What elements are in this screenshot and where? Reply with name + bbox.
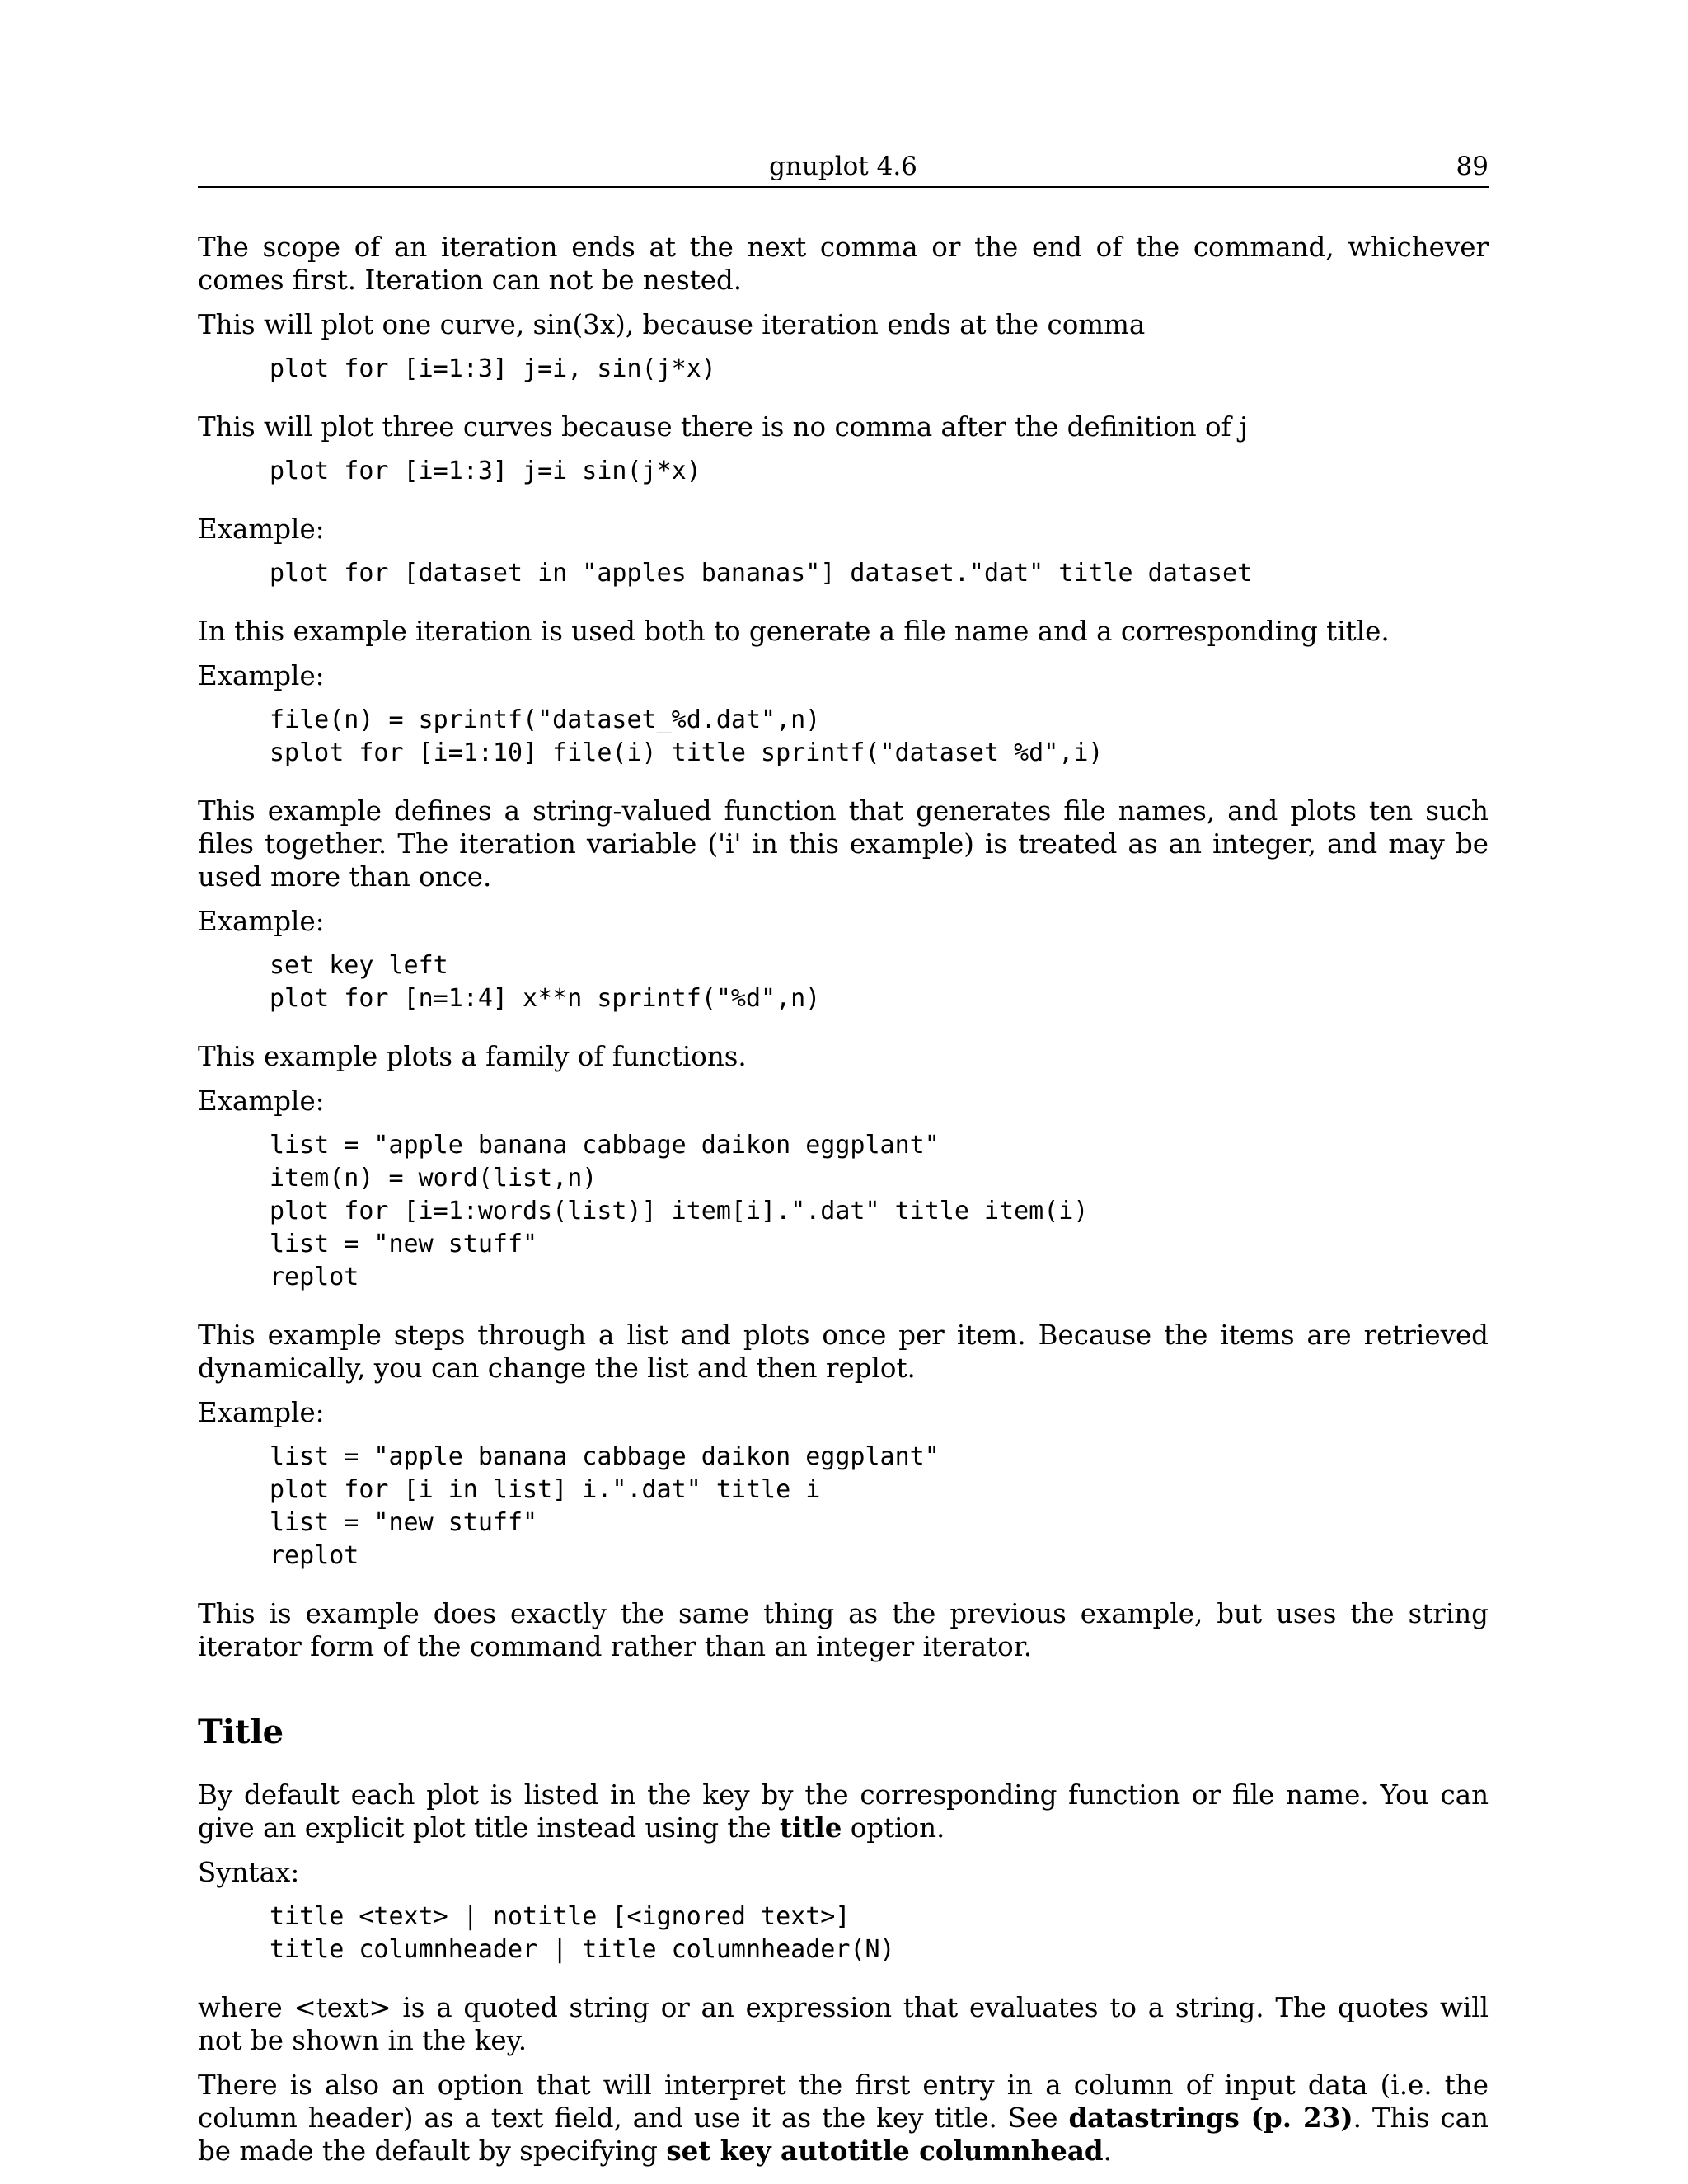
code-line: set key left <box>270 951 448 980</box>
code-line: list = "new stuff" <box>270 1508 538 1537</box>
bold-term: title <box>779 1811 842 1844</box>
code-line: replot <box>270 1541 359 1570</box>
code-line: splot for [i=1:10] file(i) title sprintf("dataset %d",i) <box>270 738 1104 767</box>
paragraph <box>198 2069 1489 2168</box>
code-block <box>270 1129 1489 1294</box>
paragraph: Example: <box>198 906 325 937</box>
paragraph: In this example iteration is used both to generate a file name and a corresponding title. <box>198 616 1390 647</box>
paragraph: Example: <box>198 513 325 545</box>
code-line: item(n) = word(list,n) <box>270 1164 598 1193</box>
code-line: plot for [dataset in "apples bananas"] dataset."dat" title dataset <box>270 559 1253 588</box>
code-block <box>270 1441 1489 1572</box>
bold-term: datastrings (p. 23) <box>1068 2102 1353 2134</box>
page-header <box>198 150 1489 188</box>
code-block <box>270 557 1489 590</box>
paragraph: This example defines a string-valued function that generates file names, and plots ten such files together. The iteration variable ('i' in this example) is treated as an integer, and may be used more than once. <box>198 795 1489 893</box>
paragraph: Syntax: <box>198 1857 300 1888</box>
bold-term: set key autotitle columnhead <box>666 2135 1104 2167</box>
code-line: plot for [i in list] i.".dat" title i <box>270 1475 821 1504</box>
code-line: title <text> | notitle [<ignored text>] <box>270 1902 851 1931</box>
code-line: list = "apple banana cabbage daikon eggplant" <box>270 1442 940 1471</box>
paragraph: where <text> is a quoted string or an expression that evaluates to a string. The quotes will not be shown in the key. <box>198 1992 1489 2056</box>
paragraph: This example plots a family of functions. <box>198 1041 747 1072</box>
code-line: plot for [n=1:4] x**n sprintf("%d",n) <box>270 984 821 1013</box>
code-block <box>270 455 1489 488</box>
text-run: By default each plot is listed in the key by the corresponding function or file name. You can give an explicit plot title instead using the <box>198 1779 1489 1844</box>
paragraph: This is example does exactly the same thing as the previous example, but uses the string iterator form of the command rather than an integer iterator. <box>198 1598 1489 1662</box>
code-line: title columnheader | title columnheader(N) <box>270 1935 895 1964</box>
text-run: . This can be made the default by specifying <box>198 2102 1489 2167</box>
header-title: gnuplot 4.6 <box>769 152 917 181</box>
paragraph: Example: <box>198 1085 325 1117</box>
paragraph: Example: <box>198 1397 325 1428</box>
code-block <box>270 353 1489 386</box>
document-page <box>198 0 1489 2184</box>
paragraph: This will plot one curve, sin(3x), because iteration ends at the comma <box>198 309 1146 340</box>
code-block <box>270 949 1489 1015</box>
page-number: 89 <box>1456 152 1489 181</box>
code-line: file(n) = sprintf("dataset_%d.dat",n) <box>270 705 821 734</box>
paragraph: The scope of an iteration ends at the next comma or the end of the command, whichever comes first. Iteration can not be nested. <box>198 232 1489 296</box>
page-content <box>198 231 1489 2179</box>
text-run: option. <box>842 1812 945 1844</box>
paragraph: Example: <box>198 660 325 691</box>
code-line: plot for [i=1:3] j=i sin(j*x) <box>270 457 701 485</box>
code-block <box>270 704 1489 770</box>
paragraph <box>198 1779 1489 1844</box>
text-run: There is also an option that will interpret the first entry in a column of input data (i.e. the column header) as a text field, and use it as the key title. See <box>198 2069 1489 2134</box>
paragraph: This will plot three curves because there is no comma after the definition of j <box>198 411 1249 443</box>
text-run: . <box>1103 2135 1112 2167</box>
code-line: list = "new stuff" <box>270 1230 538 1258</box>
code-block <box>270 1900 1489 1966</box>
code-line: plot for [i=1:words(list)] item[i].".dat" title item(i) <box>270 1197 1089 1226</box>
code-line: replot <box>270 1263 359 1291</box>
paragraph: This example steps through a list and plots once per item. Because the items are retrieved dynamically, you can change the list and then replot. <box>198 1319 1489 1384</box>
section-heading: Title <box>198 1713 284 1751</box>
code-line: plot for [i=1:3] j=i, sin(j*x) <box>270 354 716 383</box>
code-line: list = "apple banana cabbage daikon eggplant" <box>270 1131 940 1160</box>
